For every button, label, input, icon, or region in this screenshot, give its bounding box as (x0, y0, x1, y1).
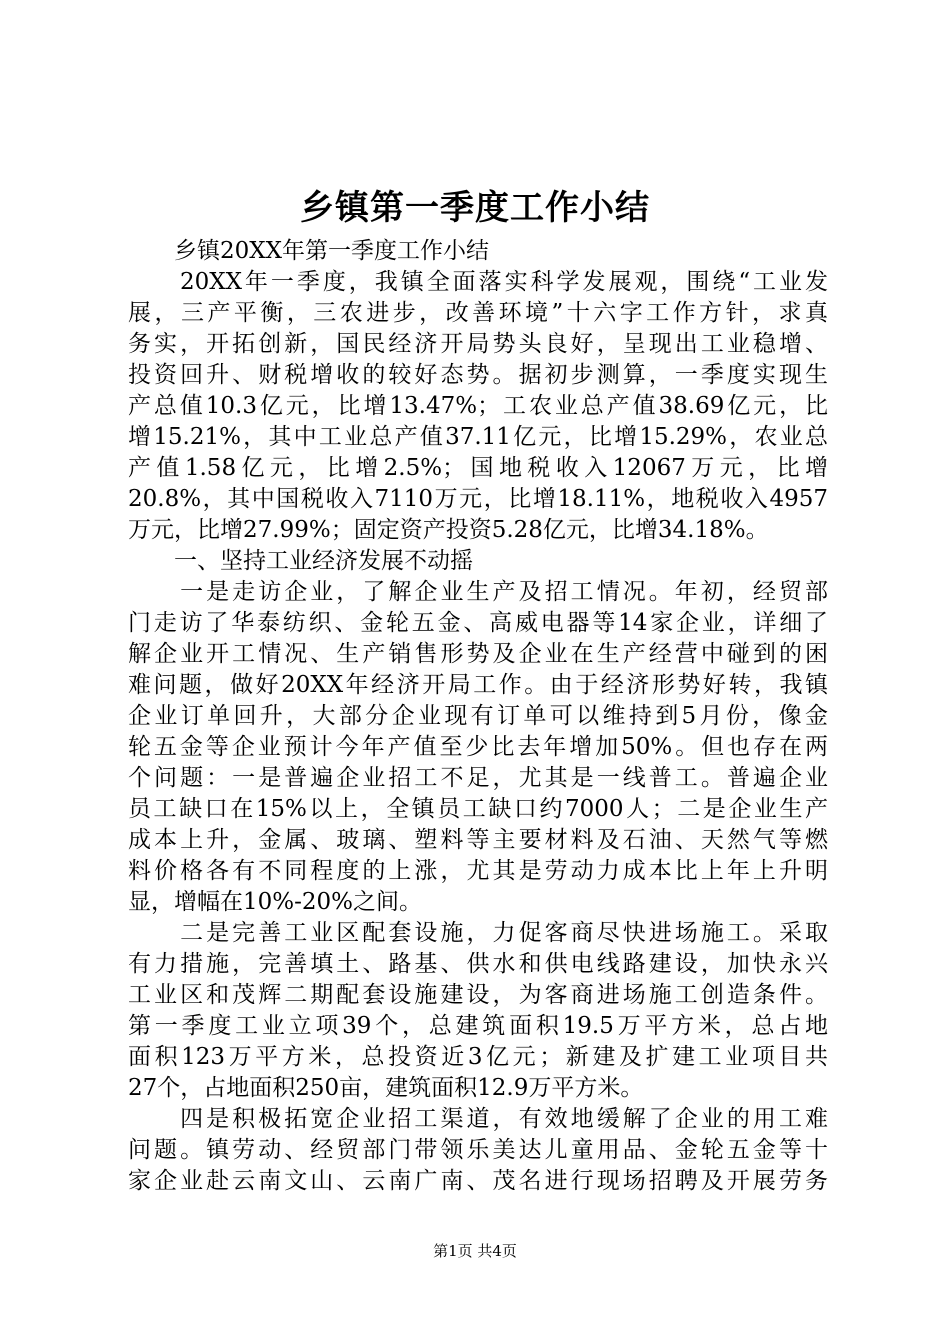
body-line: 务实，开拓创新，国民经济开局势头良好，呈现出工业稳增、 (128, 331, 828, 357)
page-footer: 第1页 共4页 (433, 1242, 517, 1260)
body-line: 一是走访企业，了解企业生产及招工情况。年初，经贸部 (128, 579, 828, 605)
body-line: 显，增幅在10%-20%之间。 (128, 889, 423, 915)
body-line: 成本上升，金属、玻璃、塑料等主要材料及石油、天然气等燃 (128, 827, 828, 853)
body-line: 20.8%，其中国税收入7110万元，比增18.11%，地税收入4957 (128, 486, 828, 512)
body-line: 轮五金等企业预计今年产值至少比去年增加50%。但也存在两 (128, 734, 828, 760)
body-line: 27个，占地面积250亩，建筑面积12.9万平方米。 (128, 1075, 644, 1101)
body-line: 展，三产平衡，三农进步，改善环境”十六字工作方针，求真 (128, 300, 828, 326)
body-line: 第一季度工业立项39个，总建筑面积19.5万平方米，总占地 (128, 1013, 828, 1039)
body-line: 家企业赴云南文山、云南广南、茂名进行现场招聘及开展劳务 (128, 1168, 828, 1194)
body-line: 料价格各有不同程度的上涨，尤其是劳动力成本比上年上升明 (128, 858, 828, 884)
body-line: 产值1.58亿元，比增2.5%；国地税收入12067万元，比增 (128, 455, 828, 481)
body-line: 四是积极拓宽企业招工渠道，有效地缓解了企业的用工难 (128, 1106, 828, 1132)
body-line: 问题。镇劳动、经贸部门带领乐美达儿童用品、金轮五金等十 (128, 1137, 828, 1163)
body-line: 企业订单回升，大部分企业现有订单可以维持到5月份，像金 (128, 703, 828, 729)
body-line: 20XX年一季度，我镇全面落实科学发展观，围绕“工业发 (128, 269, 828, 295)
body-line: 门走访了华泰纺织、金轮五金、高威电器等14家企业，详细了 (128, 610, 828, 636)
body-line: 增15.21%，其中工业总产值37.11亿元，比增15.29%，农业总 (128, 424, 828, 450)
body-line: 员工缺口在15%以上，全镇员工缺口约7000人；二是企业生产 (128, 796, 828, 822)
body-line: 解企业开工情况、生产销售形势及企业在生产经营中碰到的困 (128, 641, 828, 667)
body-line: 个问题：一是普遍企业招工不足，尤其是一线普工。普遍企业 (128, 765, 828, 791)
page-title: 乡镇第一季度工作小结 (300, 188, 650, 228)
body-line: 乡镇20XX年第一季度工作小结 (128, 238, 490, 264)
body-line: 投资回升、财税增收的较好态势。据初步测算，一季度实现生 (128, 362, 828, 388)
body-line: 二是完善工业区配套设施，力促客商尽快进场施工。采取 (128, 920, 828, 946)
body-line: 有力措施，完善填土、路基、供水和供电线路建设，加快永兴 (128, 951, 828, 977)
body-line: 难问题，做好20XX年经济开局工作。由于经济形势好转，我镇 (128, 672, 828, 698)
document-body (128, 236, 828, 1197)
body-line: 工业区和茂辉二期配套设施建设，为客商进场施工创造条件。 (128, 982, 828, 1008)
body-line: 一、坚持工业经济发展不动摇 (128, 548, 473, 574)
body-line: 面积123万平方米，总投资近3亿元；新建及扩建工业项目共 (128, 1044, 828, 1070)
body-line: 万元，比增27.99%；固定资产投资5.28亿元，比增34.18%。 (128, 517, 769, 543)
body-line: 产总值10.3亿元，比增13.47%；工农业总产值38.69亿元，比 (128, 393, 828, 419)
